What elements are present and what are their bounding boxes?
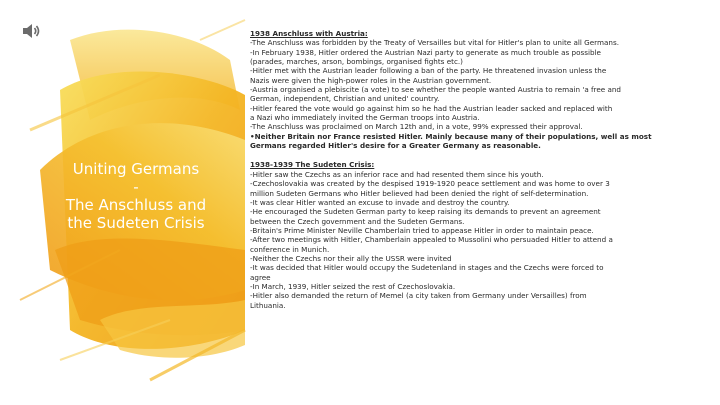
text-line: -In March, 1939, Hitler seized the rest of Czechoslovakia.	[250, 281, 456, 291]
title-line-4: the Sudeten Crisis	[67, 214, 205, 232]
title-line-2: -	[133, 178, 139, 196]
text-line: -Austria organised a plebiscite (a vote) to see whether the people wanted Austria to remain 'a free and	[250, 85, 621, 95]
bold-text-line: •Neither Britain nor France resisted Hitler. Mainly because many of their populations, well as most	[250, 131, 652, 141]
body-text	[250, 29, 720, 310]
text-line: Lithuania.	[250, 300, 286, 310]
title-line-1: Uniting Germans	[72, 160, 200, 178]
section-gap	[250, 150, 720, 160]
text-line: agree	[250, 272, 271, 282]
text-line: -In February 1938, Hitler ordered the Austrian Nazi party to generate as much trouble as possible	[250, 47, 601, 57]
text-line: -The Anschluss was proclaimed on March 12th and, in a vote, 99% expressed their approval.	[250, 122, 583, 132]
text-line: between the Czech government and the Sudeten Germans.	[250, 216, 465, 226]
text-line: (parades, marches, arson, bombings, organised fights etc.)	[250, 57, 463, 67]
text-line: -Czechoslovakia was created by the despised 1919-1920 peace settlement and was home to over 3	[250, 179, 610, 189]
text-line: a Nazi who immediately invited the German troops into Austria.	[250, 113, 480, 123]
text-line: -Hitler saw the Czechs as an inferior race and had resented them since his youth.	[250, 169, 544, 179]
text-line: -It was decided that Hitler would occupy the Sudetenland in stages and the Czechs were forced to	[250, 263, 604, 273]
text-line: -Neither the Czechs nor their ally the USSR were invited	[250, 253, 452, 263]
text-line: Nazis were given the high-power roles in the Austrian government.	[250, 75, 492, 85]
text-line: million Sudeten Germans who Hitler believed had been denied the right of self-determination.	[250, 188, 589, 198]
text-line: German, independent, Christian and united' country.	[250, 94, 440, 104]
section-heading-anschluss: 1938 Anschluss with Austria:	[250, 29, 368, 38]
text-line: -The Anschluss was forbidden by the Treaty of Versailles but vital for Hitler's plan to unite all Germans.	[250, 38, 619, 48]
slide-title	[46, 160, 226, 232]
text-line: conference in Munich.	[250, 244, 330, 254]
text-line: -Hitler feared the vote would go against him so he had the Austrian leader sacked and replaced with	[250, 103, 613, 113]
speaker-icon[interactable]	[20, 20, 42, 42]
text-line: -Britain's Prime Minister Neville Chamberlain tried to appease Hitler in order to maintain peace.	[250, 225, 594, 235]
text-line: -Hitler met with the Austrian leader following a ban of the party. He threatened invasion unless the	[250, 66, 607, 76]
bold-text-line: Germans regarded Hitler's desire for a Greater Germany as reasonable.	[250, 141, 541, 151]
text-line: -After two meetings with Hitler, Chamberlain appealed to Mussolini who persuaded Hitler to attend a	[250, 235, 613, 245]
text-line: -Hitler also demanded the return of Memel (a city taken from Germany under Versailles) from	[250, 291, 587, 301]
section-heading-sudeten: 1938-1939 The Sudeten Crisis:	[250, 160, 375, 170]
text-line: -He encouraged the Sudeten German party to keep raising its demands to prevent an agreement	[250, 207, 601, 217]
text-line: -It was clear Hitler wanted an excuse to invade and destroy the country.	[250, 197, 510, 207]
title-line-3: The Anschluss and	[65, 196, 207, 214]
